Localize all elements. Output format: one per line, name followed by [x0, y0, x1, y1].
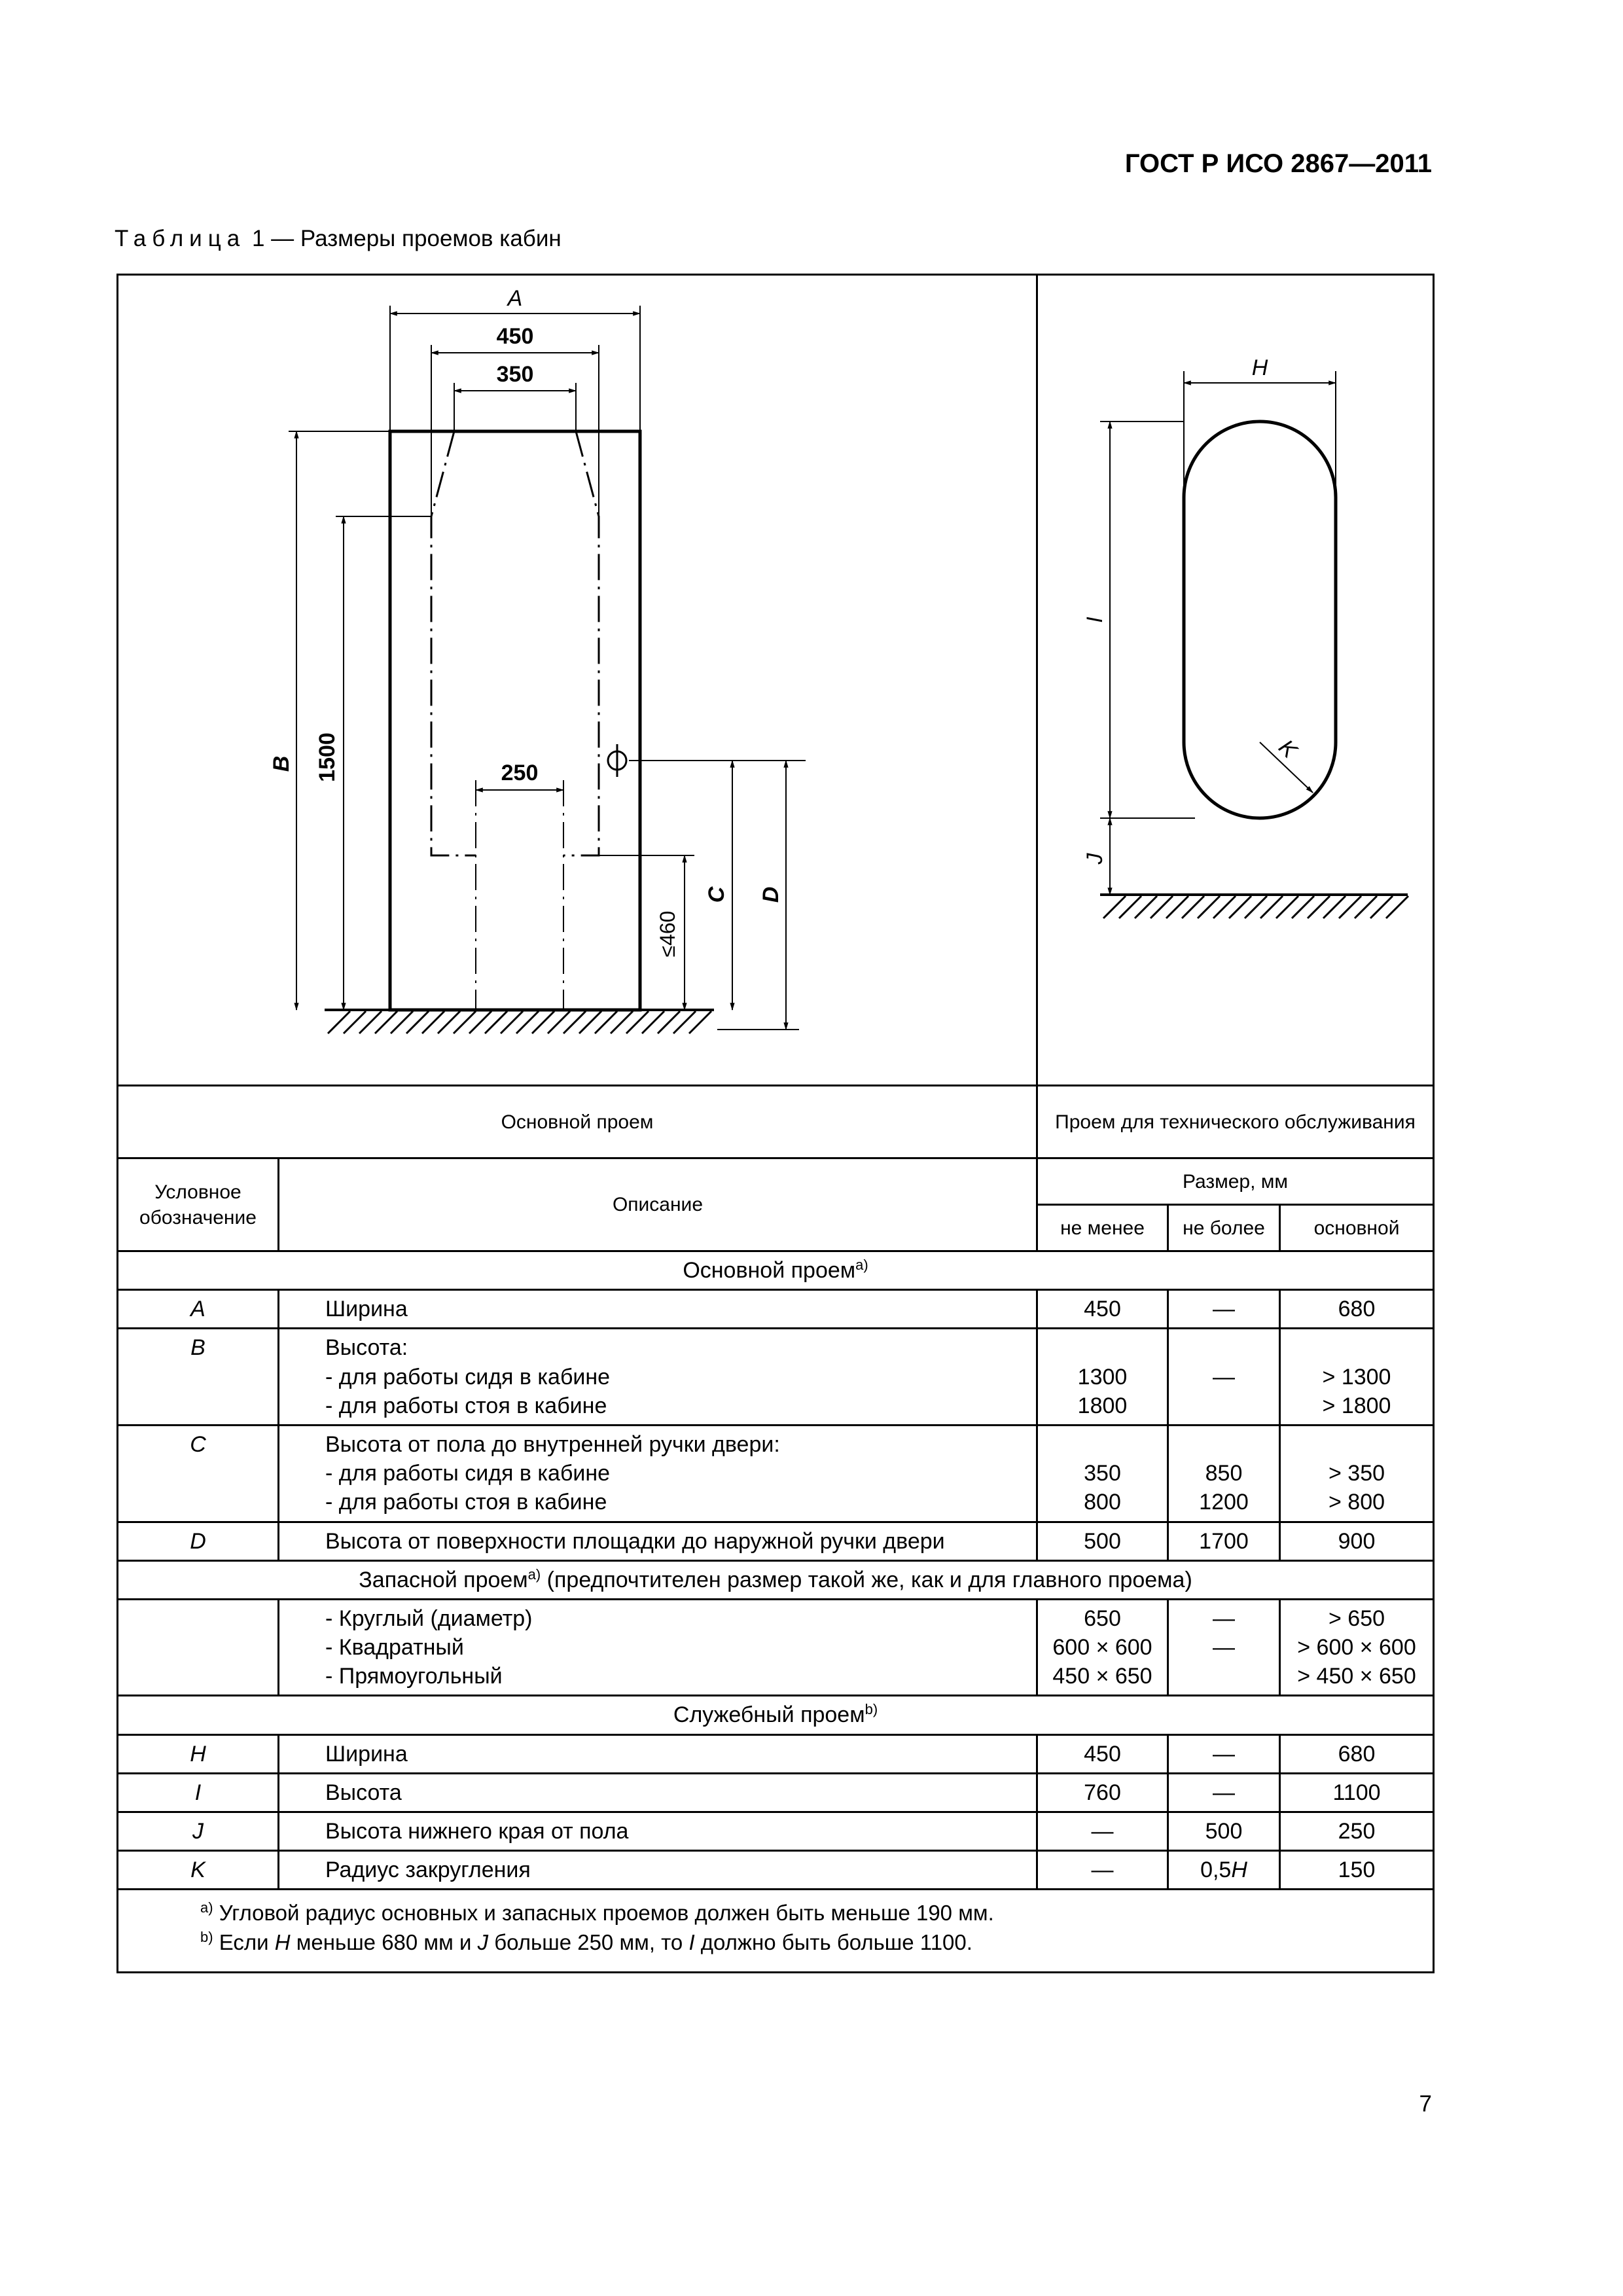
row-description: Высота: - для работы сидя в кабине - для работы стоя в кабине [279, 1329, 1037, 1426]
caption-prefix: Таблица [115, 226, 246, 251]
dimension-350 [454, 383, 576, 431]
label-J: J [1082, 853, 1107, 865]
row-nominal: 680 [1280, 1734, 1434, 1773]
row-nominal: > 650 > 600 × 600 > 450 × 650 [1280, 1599, 1434, 1696]
footnote-a: $^{a)}$ Угловой радиус основных и запасных проемов должен быть меньше 190 мм. [200, 1899, 994, 1926]
footnotes [118, 1890, 1434, 1973]
lower-slot-lines [476, 780, 563, 1010]
service-ground-hatch [1103, 896, 1408, 918]
header-symbol: Условное обозначение [118, 1158, 279, 1251]
row-min: 350 800 [1037, 1425, 1168, 1522]
main-opening-drawing [125, 279, 1044, 1081]
row-description: Высота нижнего края от пола [279, 1812, 1037, 1851]
ground-hatch-lines [328, 1011, 711, 1033]
row-min: 450 [1037, 1290, 1168, 1329]
label-I: I [1082, 617, 1107, 623]
row-description: Высота от поверхности площадки до наружной ручки двери [279, 1522, 1037, 1560]
header-main-opening: Основной проем [118, 1086, 1037, 1158]
label-H: H [1251, 355, 1268, 380]
row-max: 500 [1168, 1812, 1280, 1851]
header-description: Описание [279, 1158, 1037, 1251]
row-symbol: H [118, 1734, 279, 1773]
row-nominal: > 350 > 800 [1280, 1425, 1434, 1522]
section-emergency [118, 1560, 1434, 1599]
label-460: ≤460 [656, 910, 679, 958]
standard-code: ГОСТ Р ИСО 2867—2011 [1124, 149, 1432, 178]
row-max: — [1168, 1329, 1280, 1426]
row-symbol: K [118, 1851, 279, 1890]
row-symbol: J [118, 1812, 279, 1851]
label-B: B [269, 755, 294, 772]
table-row [118, 1599, 1434, 1696]
table-row [118, 1290, 1434, 1329]
row-min: 450 [1037, 1734, 1168, 1773]
header-size: Размер, мм [1037, 1158, 1434, 1205]
table-row [118, 1812, 1434, 1851]
dimension-460 [599, 855, 694, 1010]
row-min: 650 600 × 600 450 × 650 [1037, 1599, 1168, 1696]
header-service-opening: Проем для технического обслуживания [1037, 1086, 1434, 1158]
section-service [118, 1696, 1434, 1734]
figure-row [118, 275, 1434, 1086]
row-description: Радиус закругления [279, 1851, 1037, 1890]
row-min: — [1037, 1851, 1168, 1890]
row-min: — [1037, 1812, 1168, 1851]
row-symbol: I [118, 1773, 279, 1812]
row-max: — [1168, 1290, 1280, 1329]
table-caption [115, 226, 562, 252]
label-350: 350 [496, 362, 534, 387]
label-D: D [758, 886, 783, 903]
header-max: не более [1168, 1205, 1280, 1251]
row-min: 1300 1800 [1037, 1329, 1168, 1426]
row-max: 850 1200 [1168, 1425, 1280, 1522]
caption-text: 1 — Размеры проемов кабин [251, 226, 562, 251]
notes-row [118, 1890, 1434, 1973]
label-1500: 1500 [315, 732, 340, 782]
label-250: 250 [501, 761, 539, 785]
section-title: Основной проем$^{a)}$ [118, 1251, 1434, 1290]
dimensions-table [116, 274, 1435, 1973]
main-opening-figure-cell [118, 275, 1037, 1086]
service-opening-drawing [1044, 279, 1441, 1081]
table-row [118, 1329, 1434, 1426]
row-max: 1700 [1168, 1522, 1280, 1560]
table-row [118, 1851, 1434, 1890]
label-K: K [1274, 734, 1302, 763]
header-row-2 [118, 1158, 1434, 1205]
dimension-H [1184, 371, 1336, 497]
service-opening-outline [1184, 422, 1336, 818]
row-nominal: 1100 [1280, 1773, 1434, 1812]
row-description: Высота [279, 1773, 1037, 1812]
row-symbol: A [118, 1290, 279, 1329]
row-nominal: 900 [1280, 1522, 1434, 1560]
row-nominal: 680 [1280, 1290, 1434, 1329]
header-min: не менее [1037, 1205, 1168, 1251]
section-main [118, 1251, 1434, 1290]
header-row-1 [118, 1086, 1434, 1158]
row-nominal: 150 [1280, 1851, 1434, 1890]
door-outline [390, 431, 640, 1010]
row-max: 0,5H [1168, 1851, 1280, 1890]
label-C: C [704, 886, 729, 903]
dimension-1500 [336, 516, 431, 1010]
dimension-I [1100, 422, 1195, 818]
door-handle-symbol [608, 744, 626, 777]
label-450: 450 [496, 324, 534, 349]
table-row [118, 1425, 1434, 1522]
table-row [118, 1522, 1434, 1560]
section-title: Служебный проем$^{b)}$ [118, 1696, 1434, 1734]
page-number: 7 [1419, 2091, 1432, 2117]
row-symbol: D [118, 1522, 279, 1560]
service-opening-figure-cell [1037, 275, 1434, 1086]
footnote-b: $^{b)}$ Если H меньше 680 мм и J больше 250 мм, то I должно быть больше 1100. [200, 1929, 972, 1955]
section-title: Запасной проем$^{a)}$ (предпочтителен размер такой же, как и для главного проема) [118, 1560, 1434, 1599]
label-A: A [507, 286, 523, 311]
row-max: — — [1168, 1599, 1280, 1696]
dimension-C [629, 761, 806, 1010]
row-min: 500 [1037, 1522, 1168, 1560]
row-nominal: 250 [1280, 1812, 1434, 1851]
row-description: Ширина [279, 1290, 1037, 1329]
inner-opening-contour [431, 431, 599, 855]
table-row [118, 1734, 1434, 1773]
dimension-B [289, 431, 390, 1010]
row-description: - Круглый (диаметр) - Квадратный - Прямоугольный [279, 1599, 1037, 1696]
row-symbol: C [118, 1425, 279, 1522]
header-nominal: основной [1280, 1205, 1434, 1251]
row-description: Высота от пола до внутренней ручки двери: - для работы сидя в кабине - для работы стоя в кабине [279, 1425, 1037, 1522]
row-min: 760 [1037, 1773, 1168, 1812]
row-description: Ширина [279, 1734, 1037, 1773]
row-max: — [1168, 1773, 1280, 1812]
row-symbol: B [118, 1329, 279, 1426]
row-nominal: > 1300 > 1800 [1280, 1329, 1434, 1426]
row-symbol [118, 1599, 279, 1696]
table-row [118, 1773, 1434, 1812]
row-max: — [1168, 1734, 1280, 1773]
